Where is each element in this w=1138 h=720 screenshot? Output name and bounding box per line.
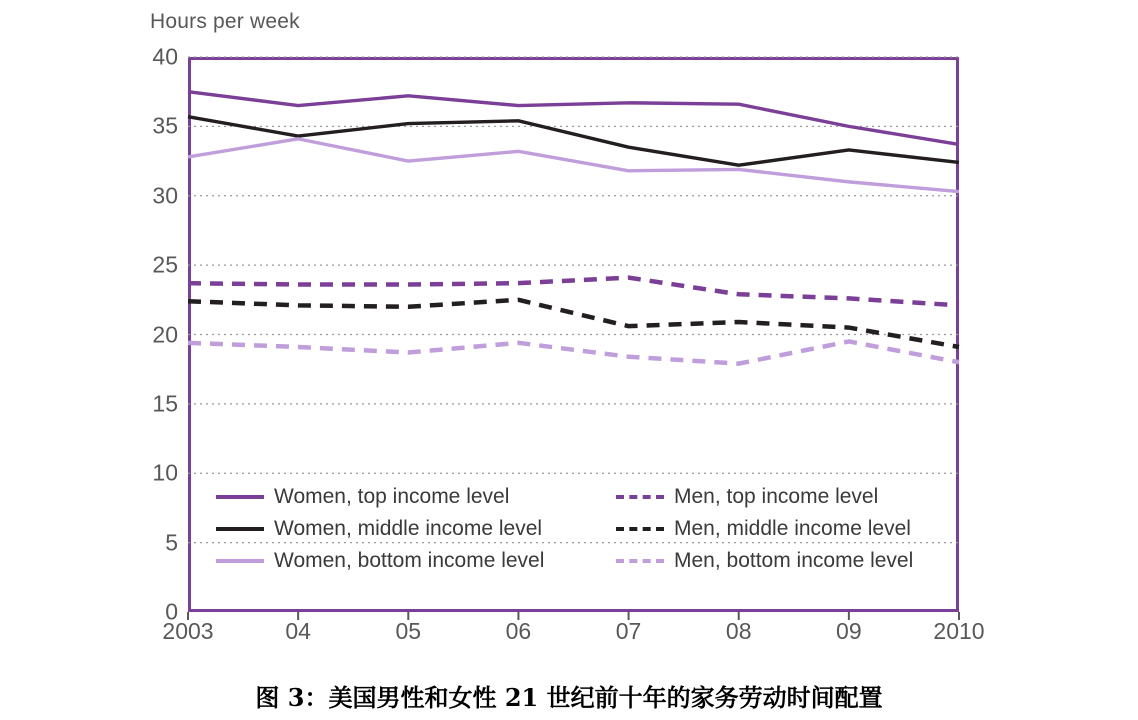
y-tick-label: 5 [165,529,178,556]
y-tick-label: 15 [152,390,178,417]
legend-swatch [616,495,664,499]
legend-item [216,482,509,512]
legend-swatch [216,527,264,531]
y-tick-label: 35 [152,112,178,139]
y-tick-label: 0 [165,598,178,625]
legend-swatch [616,559,664,563]
y-tick-label: 30 [152,182,178,209]
y-tick-label: 40 [152,43,178,70]
x-tick-label: 04 [285,618,311,644]
legend-item [216,546,544,576]
x-tick-label: 09 [836,618,862,644]
x-tick-label: 07 [615,618,642,644]
legend-item [616,482,878,512]
chart-legend [216,482,936,578]
legend-swatch [216,559,264,563]
legend-label: Women, bottom income level [274,549,545,572]
legend-item [216,514,542,544]
y-tick-label: 20 [152,321,178,347]
legend-item [616,546,913,576]
legend-swatch [216,495,264,499]
y-tick-label: 25 [152,251,178,278]
legend-label: Men, top income level [674,485,879,508]
x-tick-label: 08 [725,618,752,644]
legend-label: Men, bottom income level [674,549,914,572]
legend-label: Men, middle income level [674,517,911,540]
legend-item [616,514,911,544]
y-axis-title: Hours per week [150,10,300,33]
figure-caption: 图 3：美国男性和女性 21 世纪前十年的家务劳动时间配置 [255,683,883,712]
x-tick-label: 2010 [933,618,985,644]
legend-label: Women, top income level [274,485,510,508]
y-tick-label: 10 [152,459,178,486]
legend-swatch [616,527,664,531]
x-tick-label: 2003 [162,618,214,644]
legend-label: Women, middle income level [274,517,543,540]
x-tick-label: 06 [505,618,532,644]
x-tick-label: 05 [395,618,422,644]
